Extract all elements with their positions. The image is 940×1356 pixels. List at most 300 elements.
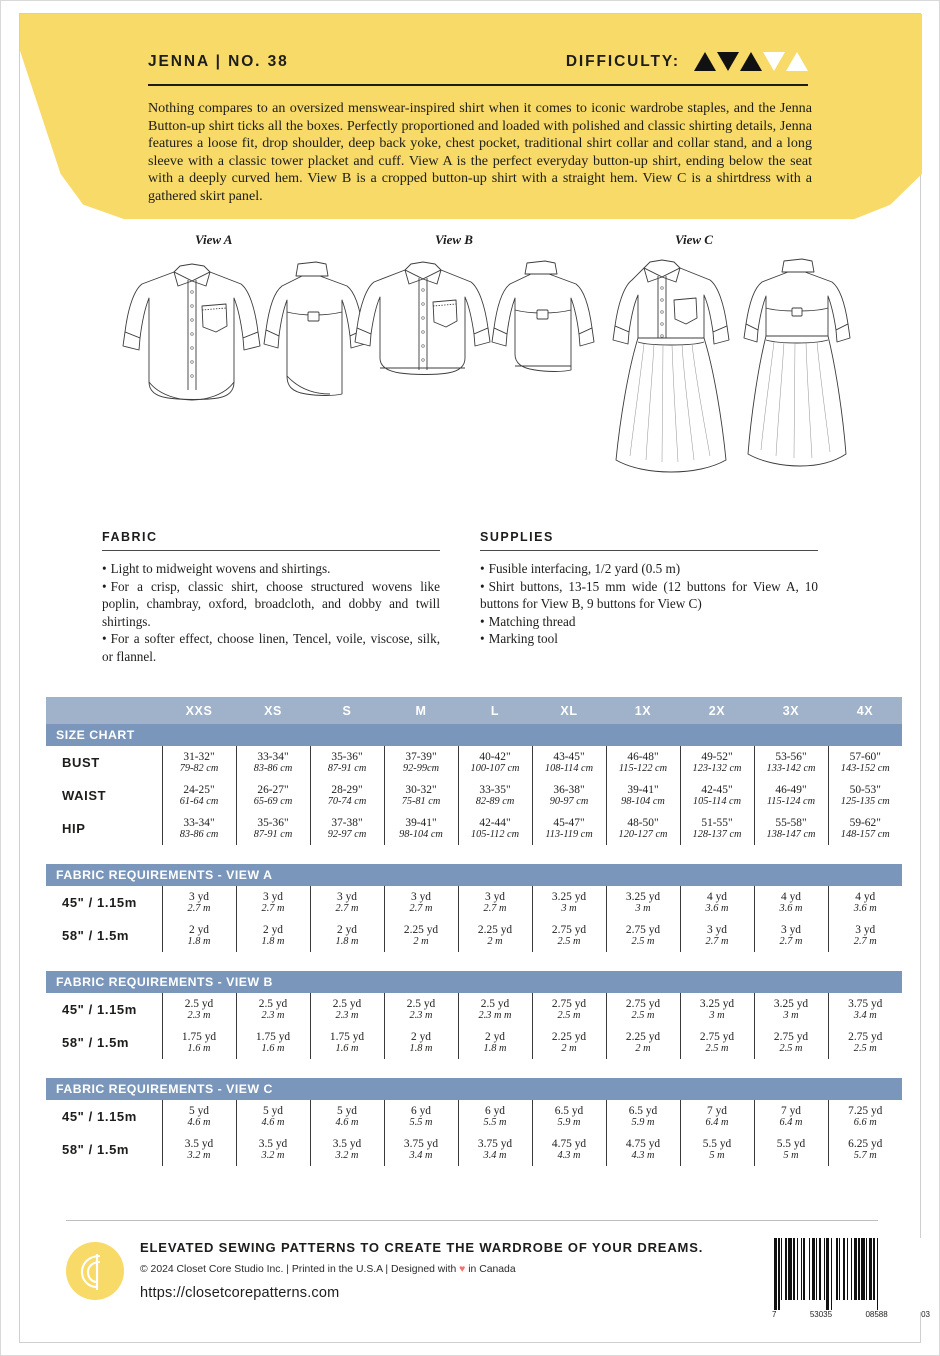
imperial-value: 4.75 yd — [551, 1138, 587, 1150]
imperial-value: 46-48" — [627, 751, 659, 763]
metric-value: 148-157 cm — [840, 829, 890, 840]
fabric-column — [102, 530, 440, 666]
page-inner-border — [19, 13, 930, 1343]
imperial-value: 3 yd — [263, 891, 283, 903]
table-section-header — [46, 971, 902, 993]
measurement-cell — [680, 1133, 754, 1166]
metric-value: 82-89 cm — [475, 796, 515, 807]
metric-value: 3.2 m — [187, 1150, 211, 1161]
metric-value: 2.3 m m — [478, 1010, 512, 1021]
measurement-cell — [828, 1100, 902, 1133]
imperial-value: 3.5 yd — [184, 1138, 214, 1150]
imperial-value: 2.75 yd — [773, 1031, 809, 1043]
metric-value: 2.5 m — [853, 1043, 877, 1054]
measurement-cell — [310, 1026, 384, 1059]
supplies-divider — [480, 550, 818, 551]
imperial-value: 45-47" — [553, 817, 585, 829]
metric-value: 113-119 cm — [545, 829, 593, 840]
measurement-cell — [606, 886, 680, 919]
measurement-cell — [754, 1133, 828, 1166]
measurement-cell — [236, 886, 310, 919]
metric-value: 123-132 cm — [692, 763, 742, 774]
imperial-value: 2.5 yd — [406, 998, 436, 1010]
imperial-value: 4.75 yd — [625, 1138, 661, 1150]
difficulty-triangle-3-up-filled-icon — [740, 52, 762, 71]
measurement-cell — [754, 812, 828, 845]
table-row — [46, 993, 902, 1026]
measurement-cell — [606, 812, 680, 845]
measurement-cell — [458, 1026, 532, 1059]
difficulty-label: DIFFICULTY: — [565, 52, 680, 70]
fabric-list — [102, 560, 440, 666]
imperial-value: 3.5 yd — [332, 1138, 362, 1150]
measurement-cell — [754, 1026, 828, 1059]
header-corner-cell — [46, 697, 162, 724]
measurement-cell — [236, 779, 310, 812]
row-label: WAIST — [46, 779, 162, 812]
supplies-item — [480, 578, 818, 613]
metric-value: 3.4 m — [483, 1150, 507, 1161]
metric-value: 3 m — [709, 1010, 725, 1021]
banner-header-row — [148, 52, 808, 71]
measurement-cell — [310, 779, 384, 812]
section-title: FABRIC REQUIREMENTS - VIEW A — [46, 864, 902, 886]
imperial-value: 3 yd — [707, 924, 727, 936]
measurement-cell — [532, 993, 606, 1026]
metric-value: 2.7 m — [853, 936, 877, 947]
measurement-cell — [458, 1133, 532, 1166]
imperial-value: 7.25 yd — [848, 1105, 883, 1117]
imperial-value: 33-34" — [257, 751, 289, 763]
metric-value: 3.2 m — [335, 1150, 359, 1161]
table-gap — [46, 960, 902, 971]
metric-value: 2.7 m — [261, 903, 285, 914]
measurement-cell — [162, 1100, 236, 1133]
closet-core-logo-icon — [66, 1242, 124, 1300]
banner-divider — [148, 84, 808, 86]
measurement-cell — [606, 1026, 680, 1059]
table-row — [46, 886, 902, 919]
size-header-l: L — [458, 697, 532, 724]
measurement-cell — [680, 779, 754, 812]
measurement-cell — [828, 919, 902, 952]
imperial-value: 33-35" — [479, 784, 511, 796]
fabric-supplies-section — [20, 530, 922, 670]
metric-value: 100-107 cm — [470, 763, 520, 774]
view-b-label: View B — [435, 232, 473, 247]
imperial-value: 3.75 yd — [477, 1138, 513, 1150]
imperial-value: 6.25 yd — [848, 1138, 883, 1150]
metric-value: 120-127 cm — [618, 829, 668, 840]
table-row — [46, 1100, 902, 1133]
section-title: FABRIC REQUIREMENTS - VIEW B — [46, 971, 902, 993]
metric-value: 98-104 cm — [399, 829, 443, 840]
measurement-cell — [828, 886, 902, 919]
imperial-value: 39-41" — [627, 784, 659, 796]
fabric-item — [102, 630, 440, 665]
fabric-divider — [102, 550, 440, 551]
imperial-value: 2 yd — [263, 924, 283, 936]
size-header-xl: XL — [532, 697, 606, 724]
imperial-value: 43-45" — [553, 751, 585, 763]
measurement-cell — [606, 919, 680, 952]
measurement-cell — [236, 1133, 310, 1166]
imperial-value: 2.75 yd — [551, 924, 587, 936]
supplies-heading: SUPPLIES — [480, 530, 554, 544]
footer-divider — [66, 1220, 878, 1221]
measurement-cell — [680, 886, 754, 919]
difficulty-triangle-5-up-empty-icon — [786, 52, 808, 71]
imperial-value: 2.25 yd — [625, 1031, 661, 1043]
metric-value: 5 m — [709, 1150, 725, 1161]
table-row — [46, 1026, 902, 1059]
imperial-value: 2.75 yd — [699, 1031, 735, 1043]
barcode-group-1: 53035 — [809, 1310, 833, 1319]
metric-value: 1.8 m — [187, 936, 211, 947]
imperial-value: 2.25 yd — [403, 924, 439, 936]
imperial-value: 2.75 yd — [551, 998, 587, 1010]
imperial-value: 2.75 yd — [625, 924, 661, 936]
metric-value: 2.5 m — [557, 936, 581, 947]
view-c-technical-drawing — [600, 250, 850, 505]
size-header-4x: 4X — [828, 697, 902, 724]
imperial-value: 55-58" — [775, 817, 807, 829]
measurement-cell — [828, 1133, 902, 1166]
metric-value: 2.5 m — [631, 936, 655, 947]
imperial-value: 5 yd — [337, 1105, 357, 1117]
imperial-value: 2.5 yd — [480, 998, 510, 1010]
pattern-description: Nothing compares to an oversized menswear-inspired shirt when it comes to iconic wardrobe staples, and the Jenna Button-up shirt ticks all the boxes. Perfectly proportioned and loaded with polished and classic shirting details, Jenna features a loose fit, drop shoulder, deep back yoke, chest pocket, traditional shirt collar and collar stand, and a long sleeve with a classic tower placket and cuff. View A is the perfect everyday button-up shirt, ending below the seat with a deeply curved hem. View B is a cropped button-up shirt with a straight hem. View C is a shirtdress with a gathered skirt panel. — [148, 100, 812, 204]
imperial-value: 42-44" — [479, 817, 511, 829]
imperial-value: 4 yd — [855, 891, 876, 903]
barcode-group-2: 08588 — [865, 1310, 888, 1319]
fabric-item-text: For a crisp, classic shirt, choose structured wovens like poplin, chambray, oxford, broadcloth, and dobby and twill shirtings. — [102, 578, 440, 629]
barcode-left-digit: 7 — [772, 1310, 777, 1319]
measurement-cell — [236, 993, 310, 1026]
metric-value: 3 m — [783, 1010, 799, 1021]
measurement-cell — [754, 993, 828, 1026]
view-a-technical-drawing — [120, 250, 340, 435]
imperial-value: 37-38" — [331, 817, 363, 829]
measurement-cell — [458, 779, 532, 812]
row-label: 45" / 1.15m — [46, 1100, 162, 1133]
metric-value: 2 m — [487, 936, 503, 947]
measurement-cell — [162, 993, 236, 1026]
heart-icon: ♥ — [459, 1264, 466, 1275]
measurement-cell — [384, 886, 458, 919]
supplies-item-text: Shirt buttons, 13-15 mm wide (12 buttons for View A, 10 buttons for View B, 9 buttons for View C) — [480, 578, 818, 612]
bullet-icon: • — [102, 631, 107, 647]
metric-value: 6.4 m — [779, 1117, 803, 1128]
metric-value: 2.3 m — [187, 1010, 211, 1021]
measurement-cell — [606, 1100, 680, 1133]
table-row — [46, 1133, 902, 1166]
measurement-cell — [162, 812, 236, 845]
measurement-cell — [384, 1026, 458, 1059]
measurement-cell — [162, 779, 236, 812]
imperial-value: 49-52" — [701, 751, 733, 763]
imperial-value: 2.5 yd — [258, 998, 288, 1010]
metric-value: 3.6 m — [779, 903, 803, 914]
imperial-value: 31-32" — [183, 751, 215, 763]
measurement-cell — [532, 779, 606, 812]
measurement-cell — [828, 1026, 902, 1059]
size-header-m: M — [384, 697, 458, 724]
metric-value: 2 m — [635, 1043, 651, 1054]
bullet-icon: • — [102, 578, 107, 594]
measurement-cell — [384, 919, 458, 952]
footer-copyright — [140, 1264, 760, 1275]
measurement-cell — [162, 746, 236, 779]
metric-value: 143-152 cm — [840, 763, 890, 774]
imperial-value: 3.75 yd — [403, 1138, 439, 1150]
supplies-item-text: Fusible interfacing, 1/2 yard (0.5 m) — [488, 561, 681, 576]
metric-value: 125-135 cm — [840, 796, 890, 807]
imperial-value: 53-56" — [775, 751, 807, 763]
metric-value: 5.5 m — [409, 1117, 433, 1128]
measurement-cell — [458, 1100, 532, 1133]
measurement-cell — [458, 812, 532, 845]
difficulty-group — [566, 52, 808, 71]
metric-value: 92-99cm — [402, 763, 440, 774]
bullet-icon: • — [480, 578, 485, 594]
metric-value: 1.6 m — [261, 1043, 285, 1054]
table-section-header — [46, 864, 902, 886]
measurement-cell — [532, 1026, 606, 1059]
supplies-item — [480, 613, 818, 631]
measurement-cell — [384, 779, 458, 812]
measurement-cell — [754, 919, 828, 952]
imperial-value: 3.5 yd — [258, 1138, 288, 1150]
table-spacer — [46, 952, 902, 960]
measurement-cell — [310, 746, 384, 779]
measurement-cell — [162, 1026, 236, 1059]
metric-value: 2 m — [561, 1043, 577, 1054]
footer-text-block — [140, 1240, 760, 1301]
imperial-value: 33-34" — [183, 817, 215, 829]
imperial-value: 1.75 yd — [329, 1031, 365, 1043]
copyright-prefix: © 2024 Closet Core Studio Inc. | Printed in the U.S.A | Designed with — [140, 1264, 460, 1275]
view-illustrations — [20, 232, 922, 522]
imperial-value: 3 yd — [411, 891, 431, 903]
metric-value: 70-74 cm — [327, 796, 367, 807]
table-row — [46, 812, 902, 845]
row-label: BUST — [46, 746, 162, 779]
metric-value: 1.8 m — [483, 1043, 507, 1054]
imperial-value: 46-49" — [775, 784, 807, 796]
measurement-cell — [162, 919, 236, 952]
measurement-cell — [680, 812, 754, 845]
table-spacer — [46, 1166, 902, 1174]
metric-value: 65-69 cm — [253, 796, 293, 807]
size-header-xxs: XXS — [162, 697, 236, 724]
metric-value: 4.6 m — [187, 1117, 211, 1128]
measurement-cell — [606, 779, 680, 812]
measurement-cell — [754, 1100, 828, 1133]
supplies-column — [480, 530, 818, 648]
bullet-icon: • — [480, 631, 485, 647]
measurement-cell — [754, 886, 828, 919]
imperial-value: 2 yd — [337, 924, 357, 936]
metric-value: 138-147 cm — [766, 829, 816, 840]
table-gap — [46, 853, 902, 864]
metric-value: 5.9 m — [631, 1117, 655, 1128]
imperial-value: 5 yd — [189, 1105, 209, 1117]
measurement-cell — [532, 919, 606, 952]
supplies-list — [480, 560, 818, 648]
metric-value: 4.3 m — [631, 1150, 655, 1161]
measurement-cell — [236, 919, 310, 952]
imperial-value: 57-60" — [849, 751, 881, 763]
imperial-value: 4 yd — [781, 891, 801, 903]
measurement-cell — [680, 993, 754, 1026]
imperial-value: 2 yd — [485, 1031, 505, 1043]
barcode-digits — [772, 1310, 930, 1319]
imperial-value: 42-45" — [701, 784, 733, 796]
metric-value: 98-104 cm — [621, 796, 665, 807]
view-b-technical-drawing — [350, 250, 570, 425]
footer-website-url[interactable]: https://closetcorepatterns.com — [140, 1285, 340, 1301]
metric-value: 2.5 m — [557, 1010, 581, 1021]
measurement-table — [46, 697, 902, 1174]
metric-value: 2.7 m — [335, 903, 359, 914]
imperial-value: 35-36" — [331, 751, 363, 763]
imperial-value: 3 yd — [855, 924, 876, 936]
metric-value: 2.7 m — [483, 903, 507, 914]
imperial-value: 3 yd — [781, 924, 801, 936]
measurement-cell — [236, 1026, 310, 1059]
metric-value: 2.7 m — [705, 936, 729, 947]
measurement-cell — [384, 1133, 458, 1166]
row-label: 58" / 1.5m — [46, 919, 162, 952]
metric-value: 4.6 m — [261, 1117, 285, 1128]
metric-value: 2.7 m — [779, 936, 803, 947]
imperial-value: 3 yd — [189, 891, 209, 903]
metric-value: 4.3 m — [557, 1150, 581, 1161]
row-label: 58" / 1.5m — [46, 1133, 162, 1166]
metric-value: 128-137 cm — [692, 829, 742, 840]
supplies-item-text: Marking tool — [488, 631, 558, 647]
measurement-cell — [754, 779, 828, 812]
measurement-cell — [310, 886, 384, 919]
metric-value: 83-86 cm — [179, 829, 219, 840]
measurement-cell — [754, 746, 828, 779]
metric-value: 108-114 cm — [544, 763, 594, 774]
metric-value: 79-82 cm — [179, 763, 219, 774]
metric-value: 92-97 cm — [327, 829, 367, 840]
imperial-value: 6 yd — [411, 1105, 431, 1117]
imperial-value: 30-32" — [405, 784, 437, 796]
size-header-3x: 3X — [754, 697, 828, 724]
metric-value: 115-122 cm — [618, 763, 668, 774]
measurement-cell — [310, 993, 384, 1026]
fabric-heading: FABRIC — [102, 530, 158, 544]
table-row — [46, 779, 902, 812]
measurement-cell — [680, 1026, 754, 1059]
view-a-label: View A — [195, 232, 233, 247]
measurement-cell — [458, 919, 532, 952]
size-header-2x: 2X — [680, 697, 754, 724]
metric-value: 5.5 m — [483, 1117, 507, 1128]
supplies-item — [480, 560, 818, 578]
metric-value: 3.6 m — [705, 903, 729, 914]
imperial-value: 6.5 yd — [554, 1105, 584, 1117]
metric-value: 87-91 cm — [253, 829, 293, 840]
metric-value: 3.4 m — [853, 1010, 877, 1021]
table-gap — [46, 1067, 902, 1078]
metric-value: 5.9 m — [557, 1117, 581, 1128]
imperial-value: 51-55" — [701, 817, 733, 829]
measurement-cell — [384, 812, 458, 845]
size-header-s: S — [310, 697, 384, 724]
imperial-value: 7 yd — [707, 1105, 727, 1117]
metric-value: 83-86 cm — [253, 763, 293, 774]
imperial-value: 2.75 yd — [848, 1031, 883, 1043]
measurement-cell — [828, 746, 902, 779]
table-spacer — [46, 845, 902, 853]
imperial-value: 48-50" — [627, 817, 659, 829]
measurement-cell — [162, 1133, 236, 1166]
section-title: SIZE CHART — [46, 724, 902, 746]
metric-value: 90-97 cm — [549, 796, 589, 807]
imperial-value: 37-39" — [405, 751, 437, 763]
measurement-cell — [532, 886, 606, 919]
fabric-item-text: Light to midweight wovens and shirtings. — [110, 561, 331, 576]
metric-value: 1.8 m — [335, 936, 359, 947]
measurement-cell — [828, 993, 902, 1026]
imperial-value: 5 yd — [263, 1105, 283, 1117]
measurement-cell — [310, 812, 384, 845]
imperial-value: 50-53" — [849, 784, 881, 796]
section-title: FABRIC REQUIREMENTS - VIEW C — [46, 1078, 902, 1100]
imperial-value: 2 yd — [411, 1031, 431, 1043]
metric-value: 2.3 m — [409, 1010, 433, 1021]
imperial-value: 7 yd — [781, 1105, 801, 1117]
difficulty-triangle-2-down-filled-icon — [717, 52, 739, 71]
pattern-title: JENNA | NO. 38 — [148, 52, 289, 70]
imperial-value: 26-27" — [257, 784, 289, 796]
imperial-value: 1.75 yd — [255, 1031, 291, 1043]
measurement-cell — [532, 1133, 606, 1166]
measurement-cell — [532, 812, 606, 845]
imperial-value: 2 yd — [189, 924, 209, 936]
row-label: HIP — [46, 812, 162, 845]
measurement-cell — [828, 812, 902, 845]
imperial-value: 35-36" — [257, 817, 289, 829]
table-size-header-row — [46, 697, 902, 724]
imperial-value: 24-25" — [183, 784, 215, 796]
difficulty-triangle-1-up-filled-icon — [694, 52, 716, 71]
metric-value: 133-142 cm — [766, 763, 816, 774]
metric-value: 5.7 m — [853, 1150, 877, 1161]
measurement-cell — [236, 812, 310, 845]
measurement-cell — [828, 779, 902, 812]
measurement-cell — [458, 746, 532, 779]
metric-value: 2.7 m — [409, 903, 433, 914]
fabric-item — [102, 560, 440, 578]
imperial-value: 3.25 yd — [773, 998, 809, 1010]
imperial-value: 40-42" — [479, 751, 511, 763]
measurement-cell — [384, 1100, 458, 1133]
metric-value: 2.3 m — [261, 1010, 285, 1021]
metric-value: 6.6 m — [853, 1117, 877, 1128]
bullet-icon: • — [102, 561, 107, 576]
imperial-value: 39-41" — [405, 817, 437, 829]
metric-value: 6.4 m — [705, 1117, 729, 1128]
imperial-value: 6.5 yd — [628, 1105, 658, 1117]
metric-value: 105-114 cm — [692, 796, 742, 807]
measurement-cell — [532, 1100, 606, 1133]
